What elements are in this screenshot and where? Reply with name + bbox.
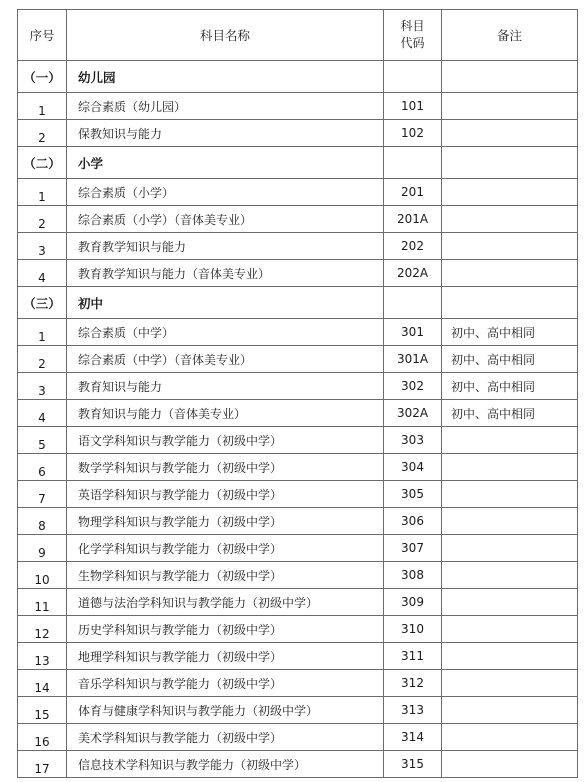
- row-subject-name: 道德与法治学科知识与教学能力（初级中学）: [67, 589, 384, 616]
- row-note: [442, 589, 578, 616]
- row-seq: 11: [18, 589, 67, 616]
- row-subject-name: 语文学科知识与教学能力（初级中学）: [67, 427, 384, 454]
- row-subject-name: 综合素质（中学）: [67, 319, 384, 346]
- row-note: [442, 670, 578, 697]
- row-seq: 17: [18, 751, 67, 778]
- row-seq: 6: [18, 454, 67, 481]
- table-row: [18, 697, 578, 724]
- row-subject-name: 英语学科知识与教学能力（初级中学）: [67, 481, 384, 508]
- table-row: [18, 643, 578, 670]
- table-row: [18, 481, 578, 508]
- row-subject-code: 311: [384, 643, 442, 670]
- row-seq: 13: [18, 643, 67, 670]
- table-row: [18, 319, 578, 346]
- section-note-cell: [442, 287, 578, 319]
- section-note-cell: [442, 61, 578, 93]
- row-subject-code: 308: [384, 562, 442, 589]
- row-subject-name: 生物学科知识与教学能力（初级中学）: [67, 562, 384, 589]
- row-subject-name: 综合素质（幼儿园）: [67, 93, 384, 120]
- row-subject-name: 历史学科知识与教学能力（初级中学）: [67, 616, 384, 643]
- row-seq: 2: [18, 206, 67, 233]
- table-row: [18, 589, 578, 616]
- table-header-row: [18, 10, 578, 61]
- row-note: [442, 697, 578, 724]
- row-seq: 14: [18, 670, 67, 697]
- row-seq: 2: [18, 120, 67, 147]
- header-subject-code: [384, 10, 442, 61]
- row-subject-name: 地理学科知识与教学能力（初级中学）: [67, 643, 384, 670]
- row-seq: 15: [18, 697, 67, 724]
- section-label: （二）: [18, 147, 67, 179]
- table-row: [18, 233, 578, 260]
- section-code-cell: [384, 147, 442, 179]
- row-subject-code: 312: [384, 670, 442, 697]
- row-subject-code: 315: [384, 751, 442, 778]
- table-row: [18, 562, 578, 589]
- row-note: [442, 508, 578, 535]
- section-label: （一）: [18, 61, 67, 93]
- row-note: [442, 179, 578, 206]
- row-seq: 3: [18, 233, 67, 260]
- row-subject-code: 201: [384, 179, 442, 206]
- table-row: [18, 427, 578, 454]
- table-row: [18, 751, 578, 778]
- row-note: 初中、高中相同: [442, 400, 578, 427]
- row-note: [442, 535, 578, 562]
- section-code-cell: [384, 287, 442, 319]
- row-subject-code: 302: [384, 373, 442, 400]
- row-subject-name: 综合素质（中学）（音体美专业）: [67, 346, 384, 373]
- row-subject-code: 102: [384, 120, 442, 147]
- header-note: 备注: [442, 10, 578, 61]
- row-note: [442, 724, 578, 751]
- section-title: 小学: [67, 147, 384, 179]
- table-row: [18, 508, 578, 535]
- row-seq: 4: [18, 400, 67, 427]
- table-row: [18, 179, 578, 206]
- section-title: 初中: [67, 287, 384, 319]
- row-subject-code: 202: [384, 233, 442, 260]
- row-subject-name: 体育与健康学科知识与教学能力（初级中学）: [67, 697, 384, 724]
- row-subject-code: 101: [384, 93, 442, 120]
- row-subject-name: 教育教学知识与能力（音体美专业）: [67, 260, 384, 287]
- table-row: [18, 120, 578, 147]
- row-subject-code: 313: [384, 697, 442, 724]
- row-seq: 1: [18, 319, 67, 346]
- row-seq: 5: [18, 427, 67, 454]
- row-subject-code: 304: [384, 454, 442, 481]
- row-seq: 3: [18, 373, 67, 400]
- row-note: [442, 481, 578, 508]
- row-note: 初中、高中相同: [442, 319, 578, 346]
- row-subject-code: 201A: [384, 206, 442, 233]
- row-note: 初中、高中相同: [442, 373, 578, 400]
- row-subject-code: 314: [384, 724, 442, 751]
- row-seq: 8: [18, 508, 67, 535]
- table-row: [18, 260, 578, 287]
- row-seq: 7: [18, 481, 67, 508]
- row-seq: 1: [18, 179, 67, 206]
- row-note: [442, 93, 578, 120]
- row-note: [442, 616, 578, 643]
- row-note: [442, 562, 578, 589]
- row-subject-code: 307: [384, 535, 442, 562]
- section-note-cell: [442, 147, 578, 179]
- header-code-line2: 代码: [400, 36, 425, 50]
- row-note: [442, 120, 578, 147]
- section-row: [18, 61, 578, 93]
- table-body: [18, 61, 578, 778]
- row-subject-name: 综合素质（小学）: [67, 179, 384, 206]
- section-label: （三）: [18, 287, 67, 319]
- row-note: [442, 260, 578, 287]
- row-note: [442, 643, 578, 670]
- table-row: [18, 535, 578, 562]
- row-subject-name: 教育知识与能力（音体美专业）: [67, 400, 384, 427]
- row-subject-code: 302A: [384, 400, 442, 427]
- subject-table: [17, 9, 578, 778]
- row-seq: 10: [18, 562, 67, 589]
- row-note: [442, 454, 578, 481]
- row-subject-name: 教育知识与能力: [67, 373, 384, 400]
- row-subject-code: 305: [384, 481, 442, 508]
- row-subject-code: 202A: [384, 260, 442, 287]
- header-seq: 序号: [18, 10, 67, 61]
- table-row: [18, 724, 578, 751]
- row-subject-name: 物理学科知识与教学能力（初级中学）: [67, 508, 384, 535]
- row-seq: 16: [18, 724, 67, 751]
- section-title: 幼儿园: [67, 61, 384, 93]
- row-subject-name: 保教知识与能力: [67, 120, 384, 147]
- row-seq: 1: [18, 93, 67, 120]
- table-row: [18, 373, 578, 400]
- row-note: [442, 751, 578, 778]
- row-subject-name: 音乐学科知识与教学能力（初级中学）: [67, 670, 384, 697]
- row-subject-name: 美术学科知识与教学能力（初级中学）: [67, 724, 384, 751]
- row-subject-name: 综合素质（小学）（音体美专业）: [67, 206, 384, 233]
- section-row: [18, 287, 578, 319]
- header-code-line1: 科目: [400, 19, 425, 33]
- table-row: [18, 670, 578, 697]
- row-subject-name: 信息技术学科知识与教学能力（初级中学）: [67, 751, 384, 778]
- row-note: [442, 206, 578, 233]
- row-seq: 9: [18, 535, 67, 562]
- row-subject-code: 301: [384, 319, 442, 346]
- row-seq: 2: [18, 346, 67, 373]
- row-note: [442, 427, 578, 454]
- row-subject-code: 309: [384, 589, 442, 616]
- row-subject-code: 303: [384, 427, 442, 454]
- row-note: 初中、高中相同: [442, 346, 578, 373]
- table-row: [18, 454, 578, 481]
- row-note: [442, 233, 578, 260]
- row-subject-code: 310: [384, 616, 442, 643]
- table-row: [18, 400, 578, 427]
- table-row: [18, 346, 578, 373]
- section-row: [18, 147, 578, 179]
- table-row: [18, 616, 578, 643]
- section-code-cell: [384, 61, 442, 93]
- row-seq: 12: [18, 616, 67, 643]
- header-subject-name: 科目名称: [67, 10, 384, 61]
- row-subject-code: 306: [384, 508, 442, 535]
- table-row: [18, 206, 578, 233]
- row-subject-name: 化学学科知识与教学能力（初级中学）: [67, 535, 384, 562]
- row-subject-name: 教育教学知识与能力: [67, 233, 384, 260]
- row-subject-name: 数学学科知识与教学能力（初级中学）: [67, 454, 384, 481]
- row-seq: 4: [18, 260, 67, 287]
- row-subject-code: 301A: [384, 346, 442, 373]
- table-row: [18, 93, 578, 120]
